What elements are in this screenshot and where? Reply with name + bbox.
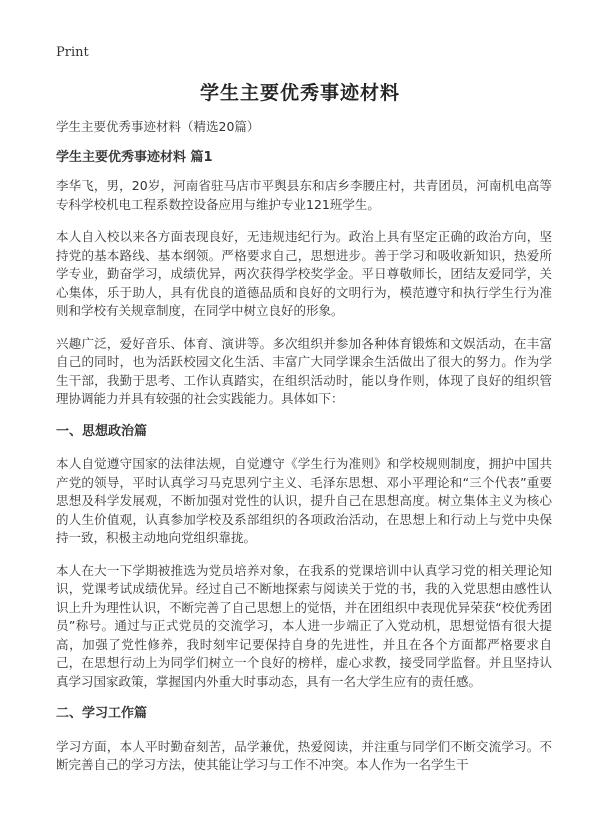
document-title: 学生主要优秀事迹材料 [199, 82, 400, 104]
paragraph: 本人在大一下学期被推选为党员培养对象，在我系的党课培训中认真学习党的相关理论知识，党课考试成绩优异。经过自己不断地探索与阅读关于党的书，我的入党思想由感性认识上升为理性认识，不断完善了自己思想上的觉悟，并在团组织中表现优异荣获“校优秀团员”称号。通过与正式党员的交流学习，本人进一步端正了入党动机，思想觉悟有很大提高，加强了党性修养，我时刻牢记要保持自身的先进性，并且在各个方面都严格要求自己，在思想行动上为同学们树立一个良好的榜样，虚心求教，接受同学监督。并且坚持认真学习国家政策，掌握国内外重大时事动态，具有一名大学生应有的责任感。 [56, 562, 552, 689]
document-body [56, 118, 552, 789]
paragraph: 本人自入校以来各方面表现良好，无违规违纪行为。政治上具有坚定正确的政治方向，坚持党的基本路线、基本纲领。严格要求自己，思想进步。善于学习和吸收新知识，热爱所学专业，勤奋学习，成绩优异，两次获得学校奖学金。平日尊敬师长，团结友爱同学，关心集体，乐于助人，具有优良的道德品质和良好的文明行为，模范遵守和执行学生行为准则和学校有关规章制度，在同学中树立良好的形象。 [56, 229, 552, 318]
heading-study-work: 二、学习工作篇 [56, 706, 148, 721]
document-subtitle: 学生主要优秀事迹材料（精选20篇） [56, 119, 260, 134]
paragraph: 本人自觉遵守国家的法律法规，自觉遵守《学生行为准则》和学校规则制度，拥护中国共产党的领导，平时认真学习马克思列宁主义、毛泽东思想、邓小平理论和“三个代表”重要思想及科学发展观，不断加强对党性的认识，提升自己在思想高度。树立集体主义为核心的人生价值观，认真参加学校及系部组织的各项政治活动，在思想上和行动上与党中央保持一致，积极主动地向党组织靠拢。 [56, 456, 552, 545]
print-link[interactable]: Print [56, 45, 89, 60]
paragraph: 兴趣广泛，爱好音乐、体育、演讲等。多次组织并参加各种体育锻炼和文娱活动，在丰富自己的同时，也为活跃校园文化生活、丰富广大同学课余生活做出了很大的努力。作为学生干部，我勤于思考、工作认真踏实，在组织活动时，能以身作则，体现了良好的组织管理协调能力并具有较强的社会实践能力。具体如下： [56, 335, 552, 406]
paragraph: 李华飞，男，20岁，河南省驻马店市平舆县东和店乡李腰庄村，共青团员，河南机电高等专科学校机电工程系数控设备应用与维护专业121班学生。 [56, 178, 552, 212]
paragraph: 学习方面，本人平时勤奋刻苦，品学兼优，热爱阅读，并注重与同学们不断交流学习。不断完善自己的学习方法，使其能让学习与工作不冲突。本人作为一名学生干 [56, 738, 552, 772]
section-title: 学生主要优秀事迹材料 篇1 [56, 149, 213, 165]
heading-politics: 一、思想政治篇 [56, 423, 148, 439]
